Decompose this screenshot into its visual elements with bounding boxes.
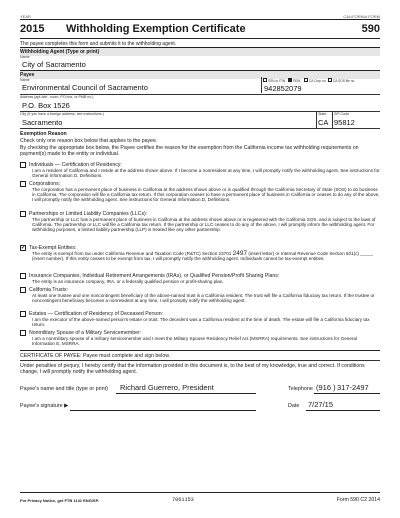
exemption-intro-2: By checking the appropriate box below, the Payee certifies the reason for the exemption from the California income tax withholding requirements on payment(s) made to the entity or individual. (20, 145, 359, 157)
ssn-label: SSN or ITIN (268, 78, 286, 83)
address-field[interactable]: P.O. Box 1526 (22, 101, 70, 110)
corporations-desc: The corporation has a permanent place of business in California at the address shown above or is qualified through the California Secretary of State (SOS) to do business in California. The corporation will file a California tax return. If this corporation ceases to have a permanent place of business in California or ceases to do any of the above, I will promptly notify the withholding agent. See instructions for General Information D, Definitions. (32, 187, 380, 203)
partnerships-title: Partnerships or Limited Liability Companies (LLCs): (29, 211, 148, 217)
divider (316, 111, 317, 128)
date-field[interactable]: 7/27/15 (308, 400, 334, 409)
insurance-desc: The entity is an insurance company, IRA, or a federally qualified pension or profit-sharing plan. (32, 279, 224, 284)
military-spouse-desc: I am a nonmilitary spouse of a military servicemember and I meet the Military Spouse Residency Relief Act (MSRRA) requirements. See instructions for General Information E, MSRRA. (32, 336, 358, 347)
trusts-desc: At least one trustee and one noncontingent beneficiary of the above-named trust is a California resident. The trust will file a California fiduciary tax return. If the trustee or noncontingent beneficiary becomes a nonresident at any time, I will promptly notify the withholding agent. (32, 293, 375, 304)
rule (20, 360, 380, 361)
tax-exempt-section-field[interactable]: 2497 (232, 250, 248, 257)
agent-name-label: Name (20, 55, 30, 59)
payee-name-label: Name (20, 78, 30, 82)
state-form-label: CALIFORNIA FORM (343, 14, 380, 19)
fein-checkbox[interactable] (288, 78, 292, 82)
form-page (20, 10, 380, 510)
privacy-notice: For Privacy Notice, get FTB 1131 ENG/SP. (20, 498, 99, 503)
fein-label: FEIN (293, 78, 301, 83)
individuals-checkbox[interactable] (20, 162, 26, 168)
individuals-title: Individuals — Certification of Residency: (29, 162, 122, 168)
ca-corp-checkbox[interactable] (304, 78, 308, 82)
estates-title: Estates — Certification of Residency of Deceased Person: (29, 311, 164, 317)
ca-corp-label: CA Corp no. (309, 78, 327, 83)
corporations-title: Corporations: (29, 181, 61, 187)
city-label: City (If you have a foreign address, see instructions.) (20, 112, 104, 116)
partnerships-checkbox[interactable] (20, 211, 26, 217)
estates-checkbox[interactable] (20, 311, 26, 317)
state-label: State (318, 112, 327, 116)
form-instructions: The payee completes this form and submits it to the withholding agent. (20, 38, 380, 47)
certificate-declaration: Under penalties of perjury, I hereby certify that the information provided in this document is, to the best of my knowledge, true and correct. If conditions change, I will promptly notify the withholding agent. (20, 363, 365, 375)
payee-id-field[interactable]: 942852079 (264, 84, 302, 93)
form-code: 7061153 (172, 497, 194, 503)
trusts-title: California Trusts: (29, 287, 68, 293)
agent-name-field[interactable]: City of Sacramento (22, 60, 86, 69)
payee-signature-line[interactable] (70, 410, 256, 411)
address-label: Address (apt./ste., room, PO box, or PMB no.) (20, 95, 94, 99)
divider (332, 111, 333, 128)
form-title-row (20, 23, 380, 36)
form-year: 2015 (20, 23, 45, 35)
form-reference: Form 590 C2 2014 (336, 497, 380, 503)
divider (261, 77, 262, 93)
city-field[interactable]: Sacramento (22, 118, 63, 127)
telephone-line (314, 393, 380, 394)
tax-exempt-desc-b: (insert letter) or (248, 251, 280, 256)
partnerships-desc: The partnership or LLC has a permanent place of business in California at the address shown above or is registered with the California SOS, and is subject to the laws of California. The partnership or LLC will file a California tax return. If the partnership or LLC ceases to do any of the above, I will promptly inform the withholding agent. For withholding purposes, a limited liability partnership (LLP) is treated like any other partnership. (32, 217, 376, 233)
date-line (306, 410, 380, 411)
exemption-intro-1: Check only one reason box below that applies to the payee. (20, 138, 158, 144)
insurance-title: Insurance Companies, Individual Retirement Arrangements (IRAs), or Qualified Pension/Profit Sharing Plans: (29, 273, 280, 279)
telephone-label: Telephone (288, 386, 313, 392)
tax-exempt-desc-c: Internal Revenue Code Section 501(c) _____ (insert number). If this entity ceases to be exempt from tax, I will promptly notify the withholding agent. Individuals cannot be tax-exempt entities. (32, 251, 374, 262)
payee-name-title-line (116, 393, 256, 394)
payee-name-title-label: Payee's name and title (type or print) (20, 386, 108, 392)
tax-exempt-checkbox[interactable] (20, 245, 26, 251)
individuals-desc: I am a resident of California and I reside at the address shown above. If I become a nonresident at any time, I will promptly notify the withholding agent. See instructions for General Information D, Definitions. (32, 168, 380, 179)
payee-name-title-field[interactable]: Richard Guerrero, President (120, 383, 214, 392)
certificate-heading: CERTIFICATE OF PAYEE: Payee must complete and sign below. (20, 350, 380, 359)
exemption-heading: Exemption Reason (20, 131, 67, 137)
date-label: Date (288, 403, 300, 409)
military-spouse-title: Nonmilitary Spouse of a Military Servicemember: (29, 330, 142, 336)
ca-sos-label: CA SOS file no. (333, 78, 356, 83)
zip-label: ZIP Code (334, 112, 350, 116)
check-mark-icon: ✔ (21, 245, 26, 251)
form-title: Withholding Exemption Certificate (66, 23, 246, 35)
military-spouse-checkbox[interactable] (20, 330, 26, 336)
payee-signature-label: Payee's signature ▶ (20, 403, 69, 409)
telephone-area-field[interactable]: (916 ) (316, 383, 336, 392)
ssn-checkbox[interactable] (263, 78, 267, 82)
payee-heading: Payee (20, 70, 380, 79)
form-footer (20, 492, 380, 506)
zip-field[interactable]: 95812 (334, 118, 355, 127)
form-top-strip (20, 10, 380, 20)
payee-name-field[interactable]: Environmental Council of Sacramento (22, 83, 148, 92)
telephone-number-field[interactable]: 317-2497 (337, 383, 369, 392)
ca-sos-checkbox[interactable] (328, 78, 332, 82)
corporations-checkbox[interactable] (20, 181, 26, 187)
trusts-checkbox[interactable] (20, 287, 26, 293)
form-number: 590 (361, 23, 380, 35)
rule (20, 128, 380, 129)
tax-exempt-desc-a: The entity is exempt from tax under California Revenue and Taxation Code (R&TC) Section 23701 (32, 251, 232, 256)
insurance-checkbox[interactable] (20, 273, 26, 279)
tax-exempt-title: Tax-Exempt Entities: (29, 245, 77, 251)
tax-exempt-desc (32, 251, 380, 261)
year-label: YEAR (20, 14, 31, 19)
state-field[interactable]: CA (318, 118, 329, 127)
estates-desc: I am the executor of the above-named person's estate or trust. The decedent was a California resident at the time of death. The estate will file a California fiduciary tax return. (32, 317, 370, 328)
withholding-agent-heading: Withholding Agent (Type or print) (20, 47, 380, 56)
